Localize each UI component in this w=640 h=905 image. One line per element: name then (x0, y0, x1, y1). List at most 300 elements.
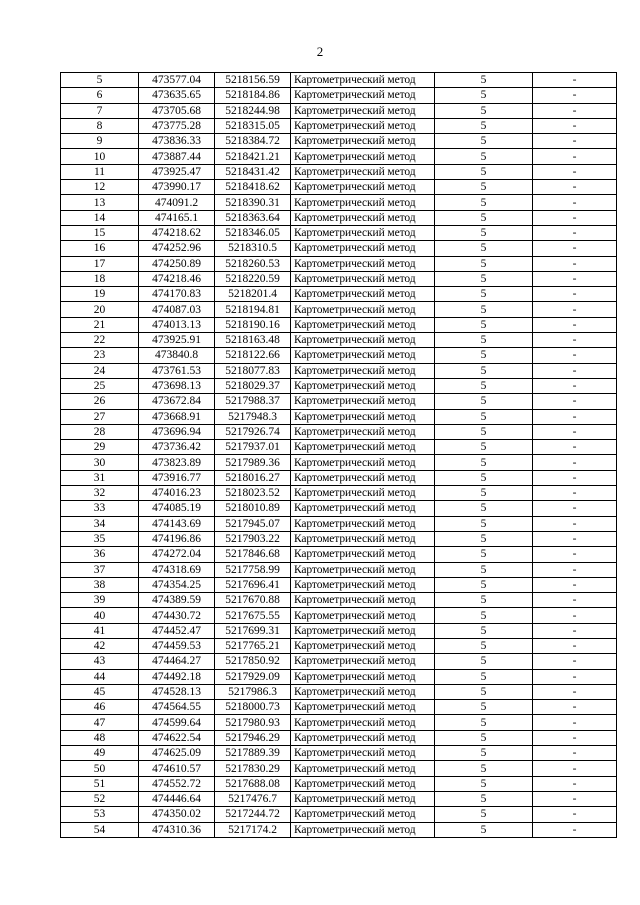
accuracy-cell: 5 (435, 134, 533, 149)
page-number: 2 (316, 44, 324, 59)
y-coordinate-cell: 5218310.5 (215, 241, 291, 256)
point-number-cell: 49 (61, 746, 139, 761)
y-coordinate-cell: 5218384.72 (215, 134, 291, 149)
method-cell: Картометрический метод (291, 746, 435, 761)
note-cell: - (533, 623, 617, 638)
y-coordinate-cell: 5217903.22 (215, 531, 291, 546)
point-number-cell: 21 (61, 317, 139, 332)
note-cell: - (533, 730, 617, 745)
coordinates-table-body (61, 73, 617, 838)
table-row (61, 730, 617, 745)
method-cell: Картометрический метод (291, 531, 435, 546)
method-cell: Картометрический метод (291, 577, 435, 592)
method-cell: Картометрический метод (291, 88, 435, 103)
note-cell: - (533, 577, 617, 592)
table-row (61, 241, 617, 256)
y-coordinate-cell: 5218220.59 (215, 271, 291, 286)
accuracy-cell: 5 (435, 195, 533, 210)
table-row (61, 638, 617, 653)
note-cell: - (533, 608, 617, 623)
method-cell: Картометрический метод (291, 317, 435, 332)
method-cell: Картометрический метод (291, 210, 435, 225)
table-row (61, 684, 617, 699)
method-cell: Картометрический метод (291, 501, 435, 516)
y-coordinate-cell: 5218029.37 (215, 378, 291, 393)
point-number-cell: 20 (61, 302, 139, 317)
x-coordinate-cell: 474622.54 (139, 730, 215, 745)
point-number-cell: 44 (61, 669, 139, 684)
x-coordinate-cell: 473736.42 (139, 440, 215, 455)
note-cell: - (533, 333, 617, 348)
accuracy-cell: 5 (435, 394, 533, 409)
accuracy-cell: 5 (435, 440, 533, 455)
method-cell: Картометрический метод (291, 623, 435, 638)
point-number-cell: 8 (61, 118, 139, 133)
accuracy-cell: 5 (435, 486, 533, 501)
y-coordinate-cell: 5217758.99 (215, 562, 291, 577)
note-cell: - (533, 103, 617, 118)
table-row (61, 746, 617, 761)
accuracy-cell: 5 (435, 88, 533, 103)
accuracy-cell: 5 (435, 700, 533, 715)
x-coordinate-cell: 474016.23 (139, 486, 215, 501)
x-coordinate-cell: 474459.53 (139, 638, 215, 653)
note-cell: - (533, 807, 617, 822)
table-row (61, 470, 617, 485)
method-cell: Картометрический метод (291, 134, 435, 149)
point-number-cell: 11 (61, 164, 139, 179)
table-row (61, 225, 617, 240)
point-number-cell: 23 (61, 348, 139, 363)
x-coordinate-cell: 473823.89 (139, 455, 215, 470)
y-coordinate-cell: 5217244.72 (215, 807, 291, 822)
x-coordinate-cell: 474272.04 (139, 547, 215, 562)
point-number-cell: 33 (61, 501, 139, 516)
accuracy-cell: 5 (435, 638, 533, 653)
point-number-cell: 13 (61, 195, 139, 210)
point-number-cell: 35 (61, 531, 139, 546)
y-coordinate-cell: 5217174.2 (215, 822, 291, 837)
y-coordinate-cell: 5217988.37 (215, 394, 291, 409)
method-cell: Картометрический метод (291, 715, 435, 730)
accuracy-cell: 5 (435, 776, 533, 791)
y-coordinate-cell: 5218122.66 (215, 348, 291, 363)
method-cell: Картометрический метод (291, 608, 435, 623)
table-row (61, 348, 617, 363)
x-coordinate-cell: 473672.84 (139, 394, 215, 409)
accuracy-cell: 5 (435, 180, 533, 195)
note-cell: - (533, 88, 617, 103)
note-cell: - (533, 822, 617, 837)
method-cell: Картометрический метод (291, 103, 435, 118)
point-number-cell: 39 (61, 593, 139, 608)
table-row (61, 363, 617, 378)
point-number-cell: 30 (61, 455, 139, 470)
point-number-cell: 5 (61, 73, 139, 88)
note-cell: - (533, 271, 617, 286)
y-coordinate-cell: 5217830.29 (215, 761, 291, 776)
x-coordinate-cell: 474218.62 (139, 225, 215, 240)
method-cell: Картометрический метод (291, 440, 435, 455)
accuracy-cell: 5 (435, 562, 533, 577)
table-row (61, 256, 617, 271)
accuracy-cell: 5 (435, 378, 533, 393)
accuracy-cell: 5 (435, 73, 533, 88)
method-cell: Картометрический метод (291, 180, 435, 195)
note-cell: - (533, 501, 617, 516)
method-cell: Картометрический метод (291, 394, 435, 409)
note-cell: - (533, 287, 617, 302)
note-cell: - (533, 638, 617, 653)
note-cell: - (533, 516, 617, 531)
point-number-cell: 41 (61, 623, 139, 638)
y-coordinate-cell: 5217765.21 (215, 638, 291, 653)
y-coordinate-cell: 5217948.3 (215, 409, 291, 424)
accuracy-cell: 5 (435, 317, 533, 332)
method-cell: Картометрический метод (291, 776, 435, 791)
method-cell: Картометрический метод (291, 73, 435, 88)
y-coordinate-cell: 5218201.4 (215, 287, 291, 302)
method-cell: Картометрический метод (291, 241, 435, 256)
accuracy-cell: 5 (435, 761, 533, 776)
method-cell: Картометрический метод (291, 149, 435, 164)
y-coordinate-cell: 5217476.7 (215, 791, 291, 806)
table-row (61, 822, 617, 837)
table-row (61, 73, 617, 88)
note-cell: - (533, 684, 617, 699)
x-coordinate-cell: 474350.02 (139, 807, 215, 822)
table-row (61, 378, 617, 393)
note-cell: - (533, 715, 617, 730)
x-coordinate-cell: 474610.57 (139, 761, 215, 776)
y-coordinate-cell: 5217989.36 (215, 455, 291, 470)
y-coordinate-cell: 5217946.29 (215, 730, 291, 745)
table-row (61, 455, 617, 470)
x-coordinate-cell: 473990.17 (139, 180, 215, 195)
y-coordinate-cell: 5217846.68 (215, 547, 291, 562)
note-cell: - (533, 761, 617, 776)
accuracy-cell: 5 (435, 623, 533, 638)
accuracy-cell: 5 (435, 103, 533, 118)
accuracy-cell: 5 (435, 516, 533, 531)
table-row (61, 669, 617, 684)
point-number-cell: 22 (61, 333, 139, 348)
point-number-cell: 46 (61, 700, 139, 715)
method-cell: Картометрический метод (291, 287, 435, 302)
x-coordinate-cell: 473887.44 (139, 149, 215, 164)
point-number-cell: 32 (61, 486, 139, 501)
point-number-cell: 48 (61, 730, 139, 745)
y-coordinate-cell: 5218184.86 (215, 88, 291, 103)
x-coordinate-cell: 474528.13 (139, 684, 215, 699)
accuracy-cell: 5 (435, 807, 533, 822)
point-number-cell: 42 (61, 638, 139, 653)
note-cell: - (533, 531, 617, 546)
table-row (61, 486, 617, 501)
note-cell: - (533, 348, 617, 363)
y-coordinate-cell: 5217850.92 (215, 654, 291, 669)
table-row (61, 654, 617, 669)
table-row (61, 516, 617, 531)
x-coordinate-cell: 474464.27 (139, 654, 215, 669)
point-number-cell: 43 (61, 654, 139, 669)
point-number-cell: 40 (61, 608, 139, 623)
method-cell: Картометрический метод (291, 486, 435, 501)
point-number-cell: 14 (61, 210, 139, 225)
accuracy-cell: 5 (435, 730, 533, 745)
table-row (61, 562, 617, 577)
y-coordinate-cell: 5218390.31 (215, 195, 291, 210)
method-cell: Картометрический метод (291, 791, 435, 806)
point-number-cell: 18 (61, 271, 139, 286)
note-cell: - (533, 210, 617, 225)
point-number-cell: 45 (61, 684, 139, 699)
table-row (61, 134, 617, 149)
x-coordinate-cell: 474318.69 (139, 562, 215, 577)
table-row (61, 118, 617, 133)
x-coordinate-cell: 474446.64 (139, 791, 215, 806)
point-number-cell: 53 (61, 807, 139, 822)
table-row (61, 807, 617, 822)
method-cell: Картометрический метод (291, 654, 435, 669)
table-row (61, 180, 617, 195)
accuracy-cell: 5 (435, 271, 533, 286)
point-number-cell: 6 (61, 88, 139, 103)
accuracy-cell: 5 (435, 149, 533, 164)
method-cell: Картометрический метод (291, 256, 435, 271)
accuracy-cell: 5 (435, 164, 533, 179)
y-coordinate-cell: 5217929.09 (215, 669, 291, 684)
accuracy-cell: 5 (435, 608, 533, 623)
accuracy-cell: 5 (435, 333, 533, 348)
note-cell: - (533, 486, 617, 501)
method-cell: Картометрический метод (291, 516, 435, 531)
x-coordinate-cell: 474196.86 (139, 531, 215, 546)
point-number-cell: 9 (61, 134, 139, 149)
y-coordinate-cell: 5218346.05 (215, 225, 291, 240)
x-coordinate-cell: 474389.59 (139, 593, 215, 608)
y-coordinate-cell: 5218431.42 (215, 164, 291, 179)
x-coordinate-cell: 473635.65 (139, 88, 215, 103)
accuracy-cell: 5 (435, 241, 533, 256)
note-cell: - (533, 547, 617, 562)
note-cell: - (533, 180, 617, 195)
table-row (61, 547, 617, 562)
y-coordinate-cell: 5218244.98 (215, 103, 291, 118)
method-cell: Картометрический метод (291, 118, 435, 133)
note-cell: - (533, 302, 617, 317)
point-number-cell: 15 (61, 225, 139, 240)
table-row (61, 164, 617, 179)
table-row (61, 776, 617, 791)
x-coordinate-cell: 473925.47 (139, 164, 215, 179)
note-cell: - (533, 195, 617, 210)
method-cell: Картометрический метод (291, 164, 435, 179)
note-cell: - (533, 746, 617, 761)
table-row (61, 195, 617, 210)
y-coordinate-cell: 5217699.31 (215, 623, 291, 638)
method-cell: Картометрический метод (291, 593, 435, 608)
accuracy-cell: 5 (435, 501, 533, 516)
y-coordinate-cell: 5218315.05 (215, 118, 291, 133)
note-cell: - (533, 424, 617, 439)
y-coordinate-cell: 5218023.52 (215, 486, 291, 501)
method-cell: Картометрический метод (291, 195, 435, 210)
x-coordinate-cell: 474013.13 (139, 317, 215, 332)
note-cell: - (533, 73, 617, 88)
table-row (61, 761, 617, 776)
point-number-cell: 31 (61, 470, 139, 485)
method-cell: Картометрический метод (291, 822, 435, 837)
y-coordinate-cell: 5218260.53 (215, 256, 291, 271)
x-coordinate-cell: 474085.19 (139, 501, 215, 516)
note-cell: - (533, 562, 617, 577)
point-number-cell: 12 (61, 180, 139, 195)
table-row (61, 88, 617, 103)
note-cell: - (533, 363, 617, 378)
point-number-cell: 36 (61, 547, 139, 562)
accuracy-cell: 5 (435, 654, 533, 669)
x-coordinate-cell: 473668.91 (139, 409, 215, 424)
method-cell: Картометрический метод (291, 807, 435, 822)
note-cell: - (533, 455, 617, 470)
accuracy-cell: 5 (435, 409, 533, 424)
x-coordinate-cell: 474165.1 (139, 210, 215, 225)
x-coordinate-cell: 474354.25 (139, 577, 215, 592)
table-row (61, 791, 617, 806)
method-cell: Картометрический метод (291, 700, 435, 715)
table-row (61, 210, 617, 225)
note-cell: - (533, 241, 617, 256)
table-row (61, 531, 617, 546)
note-cell: - (533, 378, 617, 393)
table-row (61, 577, 617, 592)
point-number-cell: 38 (61, 577, 139, 592)
table-row (61, 700, 617, 715)
point-number-cell: 26 (61, 394, 139, 409)
point-number-cell: 17 (61, 256, 139, 271)
method-cell: Картометрический метод (291, 684, 435, 699)
note-cell: - (533, 256, 617, 271)
point-number-cell: 50 (61, 761, 139, 776)
y-coordinate-cell: 5218163.48 (215, 333, 291, 348)
accuracy-cell: 5 (435, 118, 533, 133)
table-row (61, 440, 617, 455)
accuracy-cell: 5 (435, 455, 533, 470)
accuracy-cell: 5 (435, 225, 533, 240)
accuracy-cell: 5 (435, 684, 533, 699)
note-cell: - (533, 409, 617, 424)
table-row (61, 271, 617, 286)
note-cell: - (533, 440, 617, 455)
table-row (61, 394, 617, 409)
y-coordinate-cell: 5217688.08 (215, 776, 291, 791)
method-cell: Картометрический метод (291, 333, 435, 348)
y-coordinate-cell: 5218363.64 (215, 210, 291, 225)
note-cell: - (533, 700, 617, 715)
x-coordinate-cell: 474170.83 (139, 287, 215, 302)
accuracy-cell: 5 (435, 746, 533, 761)
x-coordinate-cell: 473698.13 (139, 378, 215, 393)
y-coordinate-cell: 5217670.88 (215, 593, 291, 608)
point-number-cell: 54 (61, 822, 139, 837)
x-coordinate-cell: 474143.69 (139, 516, 215, 531)
method-cell: Картометрический метод (291, 348, 435, 363)
x-coordinate-cell: 473840.8 (139, 348, 215, 363)
accuracy-cell: 5 (435, 256, 533, 271)
accuracy-cell: 5 (435, 302, 533, 317)
method-cell: Картометрический метод (291, 363, 435, 378)
method-cell: Картометрический метод (291, 470, 435, 485)
x-coordinate-cell: 474492.18 (139, 669, 215, 684)
table-row (61, 287, 617, 302)
note-cell: - (533, 593, 617, 608)
method-cell: Картометрический метод (291, 409, 435, 424)
method-cell: Картометрический метод (291, 669, 435, 684)
x-coordinate-cell: 473577.04 (139, 73, 215, 88)
x-coordinate-cell: 474310.36 (139, 822, 215, 837)
note-cell: - (533, 118, 617, 133)
y-coordinate-cell: 5218156.59 (215, 73, 291, 88)
x-coordinate-cell: 473836.33 (139, 134, 215, 149)
method-cell: Картометрический метод (291, 638, 435, 653)
note-cell: - (533, 669, 617, 684)
point-number-cell: 10 (61, 149, 139, 164)
y-coordinate-cell: 5217675.55 (215, 608, 291, 623)
y-coordinate-cell: 5218190.16 (215, 317, 291, 332)
x-coordinate-cell: 473925.91 (139, 333, 215, 348)
accuracy-cell: 5 (435, 531, 533, 546)
x-coordinate-cell: 473775.28 (139, 118, 215, 133)
x-coordinate-cell: 473705.68 (139, 103, 215, 118)
point-number-cell: 29 (61, 440, 139, 455)
x-coordinate-cell: 474218.46 (139, 271, 215, 286)
method-cell: Картометрический метод (291, 730, 435, 745)
note-cell: - (533, 134, 617, 149)
method-cell: Картометрический метод (291, 761, 435, 776)
y-coordinate-cell: 5217889.39 (215, 746, 291, 761)
note-cell: - (533, 470, 617, 485)
accuracy-cell: 5 (435, 470, 533, 485)
point-number-cell: 19 (61, 287, 139, 302)
point-number-cell: 24 (61, 363, 139, 378)
note-cell: - (533, 394, 617, 409)
x-coordinate-cell: 474599.64 (139, 715, 215, 730)
y-coordinate-cell: 5217696.41 (215, 577, 291, 592)
accuracy-cell: 5 (435, 363, 533, 378)
point-number-cell: 34 (61, 516, 139, 531)
table-row (61, 103, 617, 118)
x-coordinate-cell: 474552.72 (139, 776, 215, 791)
accuracy-cell: 5 (435, 287, 533, 302)
x-coordinate-cell: 473696.94 (139, 424, 215, 439)
table-row (61, 424, 617, 439)
method-cell: Картометрический метод (291, 547, 435, 562)
method-cell: Картометрический метод (291, 562, 435, 577)
accuracy-cell: 5 (435, 593, 533, 608)
note-cell: - (533, 225, 617, 240)
accuracy-cell: 5 (435, 715, 533, 730)
y-coordinate-cell: 5218000.73 (215, 700, 291, 715)
accuracy-cell: 5 (435, 424, 533, 439)
accuracy-cell: 5 (435, 210, 533, 225)
accuracy-cell: 5 (435, 822, 533, 837)
table-row (61, 409, 617, 424)
x-coordinate-cell: 474087.03 (139, 302, 215, 317)
method-cell: Картометрический метод (291, 424, 435, 439)
y-coordinate-cell: 5217926.74 (215, 424, 291, 439)
accuracy-cell: 5 (435, 791, 533, 806)
